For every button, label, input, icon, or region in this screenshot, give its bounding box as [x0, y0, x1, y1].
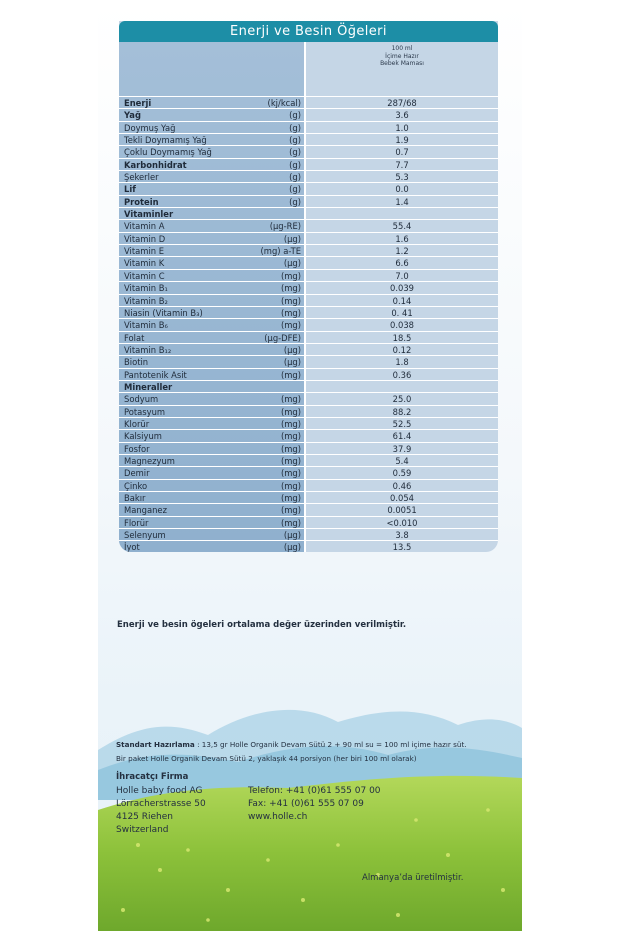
nutrient-value: 0.59	[392, 468, 412, 479]
nutrient-name: Folat	[124, 332, 145, 343]
nutrient-unit: (mg)	[280, 505, 301, 516]
nutrient-value: 0.0	[395, 184, 409, 195]
table-row	[119, 355, 498, 367]
preparation-line-2: Bir paket Holle Organik Devam Sütü 2, yaklaşık 44 porsiyon (her biri 100 ml olarak)	[116, 754, 417, 763]
table-row	[119, 133, 498, 145]
nutrient-name: Bakır	[124, 493, 146, 503]
nutrient-value: 55.4	[392, 221, 412, 232]
nutrition-table	[119, 21, 498, 552]
nutrient-unit: (µg)	[283, 258, 301, 269]
nutrient-value: 287/68	[387, 98, 417, 108]
nutrient-unit: (µg)	[283, 542, 301, 552]
table-row	[119, 195, 498, 207]
nutrient-value: 52.5	[392, 418, 412, 429]
preparation-label: Standart Hazırlama	[116, 740, 195, 749]
nutrient-unit: (g)	[289, 172, 301, 183]
nutrient-value: 1.8	[395, 357, 409, 368]
nutrient-name: Lif	[124, 184, 136, 195]
nutrient-value: 5.3	[395, 172, 409, 183]
footnote: Enerji ve besin ögeleri ortalama değer üzerinden verilmiştir.	[117, 620, 407, 630]
nutrient-value: 0.0051	[387, 505, 417, 516]
nutrient-name: Vitamin B₁₂	[124, 344, 172, 355]
table-row	[119, 158, 498, 170]
nutrient-value: 7.0	[395, 270, 409, 281]
nutrient-unit: (g)	[289, 110, 301, 121]
nutrient-name: Karbonhidrat	[124, 159, 187, 170]
nutrient-value: 0.7	[395, 147, 409, 158]
nutrient-value: 18.5	[392, 332, 412, 343]
nutrient-name: Doymuş Yağ	[124, 122, 176, 133]
nutrient-name: Demir	[124, 468, 150, 479]
table-row	[119, 503, 498, 515]
nutrient-value: 7.7	[395, 159, 409, 170]
exporter-address-line: 4125 Riehen	[116, 812, 174, 822]
nutrient-name: Protein	[124, 196, 159, 207]
table-row	[119, 442, 498, 454]
nutrient-unit: (g)	[289, 122, 301, 133]
column-header-line: Bebek Maması	[380, 60, 424, 67]
nutrient-name: Şekerler	[124, 172, 159, 183]
nutrient-unit: (µg)	[283, 233, 301, 244]
table-row	[119, 429, 498, 441]
table-row	[119, 454, 498, 466]
table-row	[119, 318, 498, 330]
table-row	[119, 145, 498, 157]
table-row	[119, 380, 498, 392]
nutrient-name: Kalsiyum	[124, 431, 162, 442]
nutrient-unit: (mg)	[280, 394, 301, 405]
nutrient-unit: (mg)	[280, 320, 301, 331]
table-row	[119, 392, 498, 404]
exporter-website-link[interactable]: www.holle.ch	[248, 812, 308, 822]
nutrient-unit: (g)	[289, 159, 301, 170]
table-row	[119, 294, 498, 306]
nutrient-name: Biotin	[124, 357, 149, 368]
nutrient-name: Vitamin K	[124, 258, 165, 269]
nutrient-unit: (kj/kcal)	[267, 98, 301, 108]
nutrient-name: Enerji	[124, 98, 152, 108]
nutrient-unit: (mg)	[280, 418, 301, 429]
nutrient-value: 0.36	[392, 369, 412, 380]
nutrient-unit: (mg)	[280, 480, 301, 491]
nutrient-value: 0.46	[392, 480, 412, 491]
nutrient-name: Sodyum	[124, 394, 159, 405]
exporter-phone: Telefon: +41 (0)61 555 07 00	[248, 786, 381, 796]
nutrient-unit: (mg)	[280, 307, 301, 318]
nutrient-unit: (µg)	[283, 530, 301, 541]
nutrient-unit: (mg)	[280, 295, 301, 306]
table-row	[119, 281, 498, 293]
nutrient-value: 1.4	[395, 196, 409, 207]
table-row	[119, 219, 498, 231]
nutrient-name: Vitamin E	[124, 246, 165, 257]
nutrient-name: Vitamin B₆	[124, 320, 168, 331]
table-row	[119, 207, 498, 219]
nutrient-name: Vitamin A	[124, 221, 165, 232]
table-row	[119, 182, 498, 194]
nutrient-value: 6.6	[395, 258, 409, 269]
nutrient-unit: (µg-RE)	[269, 221, 301, 232]
nutrient-value: 0. 41	[391, 307, 413, 318]
nutrient-unit: (mg)	[280, 468, 301, 479]
made-in-label: Almanya’da üretilmiştir.	[362, 873, 464, 883]
preparation-text: : 13,5 gr Holle Organik Devam Sütü 2 + 90 ml su = 100 ml içime hazır süt.	[194, 740, 467, 749]
nutrient-value: 0.039	[390, 283, 414, 294]
nutrient-unit: (g)	[289, 196, 301, 207]
table-title: Enerji ve Besin Öğeleri	[119, 21, 498, 42]
column-header-line: İçime Hazır	[385, 52, 419, 60]
table-row	[119, 479, 498, 491]
table-row	[119, 528, 498, 540]
nutrient-name: Niasin (Vitamin B₃)	[124, 307, 203, 318]
table-row	[119, 269, 498, 281]
nutrient-value: 3.8	[395, 530, 409, 541]
nutrient-name: Vitaminler	[124, 209, 174, 220]
nutrient-value: 0.038	[390, 320, 414, 331]
table-row	[119, 256, 498, 268]
nutrient-name: Çinko	[124, 480, 148, 491]
nutrient-name: Potasyum	[124, 406, 166, 417]
nutrient-unit: (g)	[289, 135, 301, 146]
nutrient-name: Selenyum	[124, 530, 166, 541]
nutrient-unit: (mg)	[280, 455, 301, 466]
nutrient-value: 1.9	[395, 135, 409, 146]
exporter-address-line: Holle baby food AG	[116, 786, 203, 796]
exporter-title: İhracatçı Firma	[116, 772, 189, 782]
nutrient-unit: (µg)	[283, 344, 301, 355]
nutrient-unit: (mg)	[280, 369, 301, 380]
table-row	[119, 466, 498, 478]
nutrient-unit: (g)	[289, 147, 301, 158]
nutrient-value: 88.2	[392, 406, 412, 417]
nutrient-name: Tekli Doymamış Yağ	[124, 135, 207, 146]
value-column-header	[306, 45, 498, 68]
nutrient-name: Vitamin D	[124, 233, 166, 244]
nutrient-value: 1.0	[395, 122, 409, 133]
nutrient-value: 5.4	[395, 455, 409, 466]
nutrient-unit: (µg)	[283, 357, 301, 368]
nutrient-name: Florür	[124, 517, 149, 528]
nutrient-unit: (mg) a-TE	[260, 246, 301, 257]
nutrient-value: 0.054	[390, 493, 414, 503]
nutrient-value: <0.010	[386, 517, 418, 528]
nutrient-unit: (mg)	[280, 431, 301, 442]
nutrient-value: 25.0	[392, 394, 412, 405]
nutrient-value: 0.14	[392, 295, 412, 306]
nutrient-value: 37.9	[392, 443, 412, 454]
nutrient-value: 0.12	[392, 344, 412, 355]
table-row	[119, 491, 498, 503]
nutrient-value: 61.4	[392, 431, 412, 442]
nutrient-name: Manganez	[124, 505, 167, 516]
nutrient-name: İyot	[124, 542, 140, 552]
table-row	[119, 368, 498, 380]
nutrient-name: Vitamin C	[124, 270, 165, 281]
nutrient-value: 3.6	[395, 110, 409, 121]
exporter-fax: Fax: +41 (0)61 555 07 09	[248, 799, 364, 809]
table-row	[119, 516, 498, 528]
nutrient-name: Yağ	[124, 110, 141, 121]
table-row	[119, 96, 498, 108]
nutrient-value: 13.5	[392, 542, 412, 552]
table-row	[119, 306, 498, 318]
nutrient-name: Vitamin B₁	[124, 283, 168, 294]
nutrient-unit: (µg-DFE)	[264, 332, 301, 343]
nutrient-name: Pantotenik Asit	[124, 369, 187, 380]
preparation-line-1	[116, 740, 467, 749]
nutrient-name: Çoklu Doymamış Yağ	[124, 147, 212, 158]
nutrient-unit: (mg)	[280, 283, 301, 294]
table-row	[119, 417, 498, 429]
table-row	[119, 331, 498, 343]
nutrient-unit: (mg)	[280, 406, 301, 417]
table-row	[119, 121, 498, 133]
table-row	[119, 343, 498, 355]
table-row	[119, 108, 498, 120]
nutrient-unit: (mg)	[280, 270, 301, 281]
nutrient-unit: (mg)	[280, 517, 301, 528]
nutrient-name: Klorür	[124, 418, 150, 429]
nutrient-name: Mineraller	[124, 381, 173, 392]
table-row	[119, 170, 498, 182]
table-row	[119, 405, 498, 417]
nutrient-name: Magnezyum	[124, 455, 175, 466]
nutrition-rows	[119, 96, 498, 552]
nutrient-unit: (g)	[289, 184, 301, 195]
nutrient-unit: (mg)	[280, 493, 301, 503]
table-row	[119, 244, 498, 256]
exporter-address-line: Switzerland	[116, 825, 169, 835]
nutrient-unit: (mg)	[280, 443, 301, 454]
table-row	[119, 540, 498, 552]
column-header-line: 100 ml	[391, 45, 413, 52]
nutrient-value: 1.2	[395, 246, 409, 257]
nutrient-name: Fosfor	[124, 443, 150, 454]
exporter-address-line: Lörracherstrasse 50	[116, 799, 206, 809]
nutrient-value: 1.6	[395, 233, 409, 244]
table-row	[119, 232, 498, 244]
nutrient-name: Vitamin B₂	[124, 295, 168, 306]
